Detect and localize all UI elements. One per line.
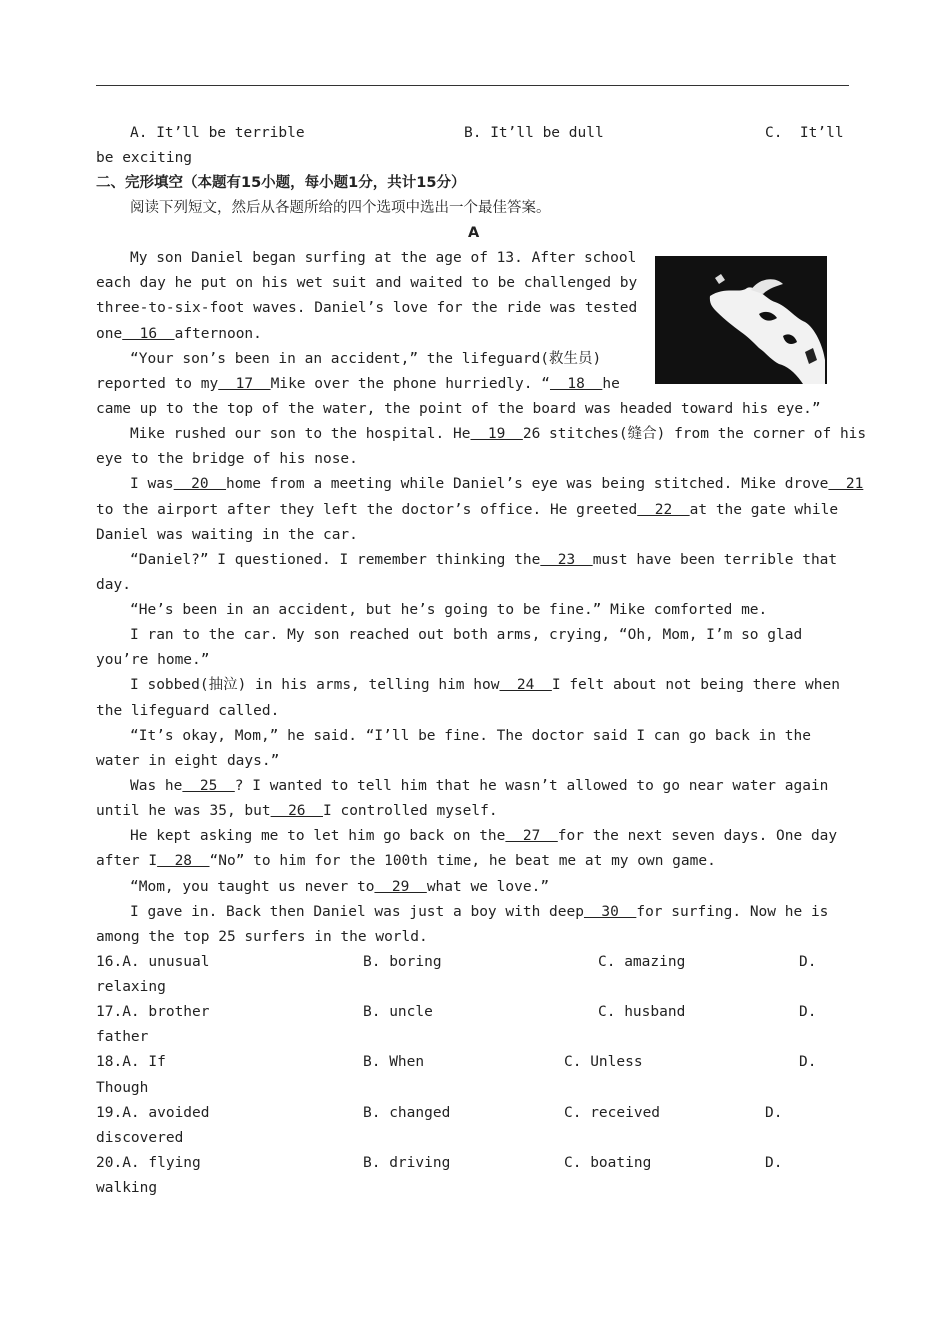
passage-line: “It’s okay, Mom,” he said. “I’ll be fine. The doctor said I can go back in the	[130, 728, 811, 744]
question-19-option-b: B. changed	[363, 1105, 451, 1121]
passage-line: three-to-six-foot waves. Daniel’s love for the ride was tested	[96, 300, 638, 316]
passage-line: My son Daniel began surfing at the age of 13. After school	[130, 250, 637, 266]
surfing-photo	[655, 256, 833, 384]
passage-line: I was 20 home from a meeting while Daniel’s eye was being stitched. Mike drove 21	[130, 476, 864, 492]
question-19-option-d: D.	[765, 1105, 783, 1121]
blank-27: 27	[505, 828, 558, 844]
passage-line: “Your son’s been in an accident,” the lifeguard(救生员)	[130, 351, 602, 367]
question-18-option-d: D.	[799, 1054, 817, 1070]
passage-line: I gave in. Back then Daniel was just a boy with deep 30 for surfing. Now he is	[130, 904, 829, 920]
blank-17: 17	[218, 376, 271, 392]
blank-18: 18	[549, 376, 603, 392]
passage-line: you’re home.”	[96, 652, 210, 668]
blank-30: 30	[583, 904, 637, 920]
question-19-option-a: 19.A. avoided	[96, 1105, 210, 1121]
passage-line: each day he put on his wet suit and waited to be challenged by	[96, 275, 638, 291]
question-17-option-d-text: father	[96, 1029, 149, 1045]
question-18-option-a: 18.A. If	[96, 1054, 166, 1070]
passage-line: “Daniel?” I questioned. I remember thinking the 23 must have been terrible that	[130, 552, 838, 568]
question-17-option-c: C. husband	[598, 1004, 686, 1020]
passage-line: among the top 25 surfers in the world.	[96, 929, 428, 945]
passage-line: came up to the top of the water, the point of the board was headed toward his eye.”	[96, 401, 821, 417]
passage-line: I ran to the car. My son reached out both arms, crying, “Oh, Mom, I’m so glad	[130, 627, 803, 643]
question-19-option-d-text: discovered	[96, 1130, 184, 1146]
question-20-option-c: C. boating	[564, 1155, 652, 1171]
passage-line: reported to my 17 Mike over the phone hurriedly. “ 18 he	[96, 376, 620, 392]
prev-option-c: C. It’ll	[765, 125, 844, 141]
passage-line: day.	[96, 577, 131, 593]
question-17-option-d: D.	[799, 1004, 817, 1020]
question-20-option-d-text: walking	[96, 1180, 158, 1196]
blank-22: 22	[637, 502, 690, 518]
prev-option-b: B. It’ll be dull	[464, 125, 604, 141]
question-20-option-d: D.	[765, 1155, 783, 1171]
blank-26: 26	[270, 803, 323, 819]
blank-28: 28	[157, 853, 210, 869]
question-18-option-c: C. Unless	[564, 1054, 643, 1070]
passage-line: Was he 25 ? I wanted to tell him that he wasn’t allowed to go near water again	[130, 778, 829, 794]
passage-letter: A	[468, 225, 480, 241]
question-18-option-b: B. When	[363, 1054, 425, 1070]
passage-line: I sobbed(抽泣) in his arms, telling him how 24 I felt about not being there when	[130, 677, 840, 693]
question-16-option-b: B. boring	[363, 954, 442, 970]
question-16-option-d: D.	[799, 954, 817, 970]
header-rule	[96, 85, 849, 86]
section-instruction: 阅读下列短文，然后从各题所给的四个选项中选出一个最佳答案。	[130, 200, 551, 216]
question-16-option-a: 16.A. unusual	[96, 954, 210, 970]
question-20-option-b: B. driving	[363, 1155, 451, 1171]
question-19-option-c: C. received	[564, 1105, 661, 1121]
blank-21: 21	[828, 476, 864, 492]
passage-line: to the airport after they left the doctor’s office. He greeted 22 at the gate while	[96, 502, 839, 518]
passage-line: He kept asking me to let him go back on the 27 for the next seven days. One day	[130, 828, 838, 844]
question-16-option-c: C. amazing	[598, 954, 686, 970]
passage-line: Daniel was waiting in the car.	[96, 527, 358, 543]
question-17-option-a: 17.A. brother	[96, 1004, 210, 1020]
passage-line: water in eight days.”	[96, 753, 280, 769]
question-17-option-b: B. uncle	[363, 1004, 433, 1020]
passage-line: eye to the bridge of his nose.	[96, 451, 358, 467]
passage-line: one 16 afternoon.	[96, 326, 262, 342]
prev-option-c-cont: be exciting	[96, 150, 193, 166]
passage-line: the lifeguard called.	[96, 703, 280, 719]
passage-line: “He’s been in an accident, but he’s going to be fine.” Mike comforted me.	[130, 602, 768, 618]
blank-24: 24	[499, 677, 552, 693]
blank-25: 25	[182, 778, 235, 794]
blank-20: 20	[173, 476, 227, 492]
passage-line: Mike rushed our son to the hospital. He 19 26 stitches(缝合) from the corner of his	[130, 426, 867, 442]
passage-line: “Mom, you taught us never to 29 what we love.”	[130, 879, 550, 895]
blank-29: 29	[374, 879, 427, 895]
question-20-option-a: 20.A. flying	[96, 1155, 201, 1171]
question-18-option-d-text: Though	[96, 1080, 149, 1096]
prev-option-a: A. It’ll be terrible	[130, 125, 305, 141]
section-heading: 二、完形填空（本题有15小题，每小题1分，共计15分）	[96, 175, 466, 191]
question-16-option-d-text: relaxing	[96, 979, 166, 995]
blank-23: 23	[540, 552, 593, 568]
blank-19: 19	[470, 426, 523, 442]
passage-line: after I 28 “No” to him for the 100th time, he beat me at my own game.	[96, 853, 716, 869]
passage-line: until he was 35, but 26 I controlled myself.	[96, 803, 498, 819]
blank-16: 16	[122, 326, 175, 342]
